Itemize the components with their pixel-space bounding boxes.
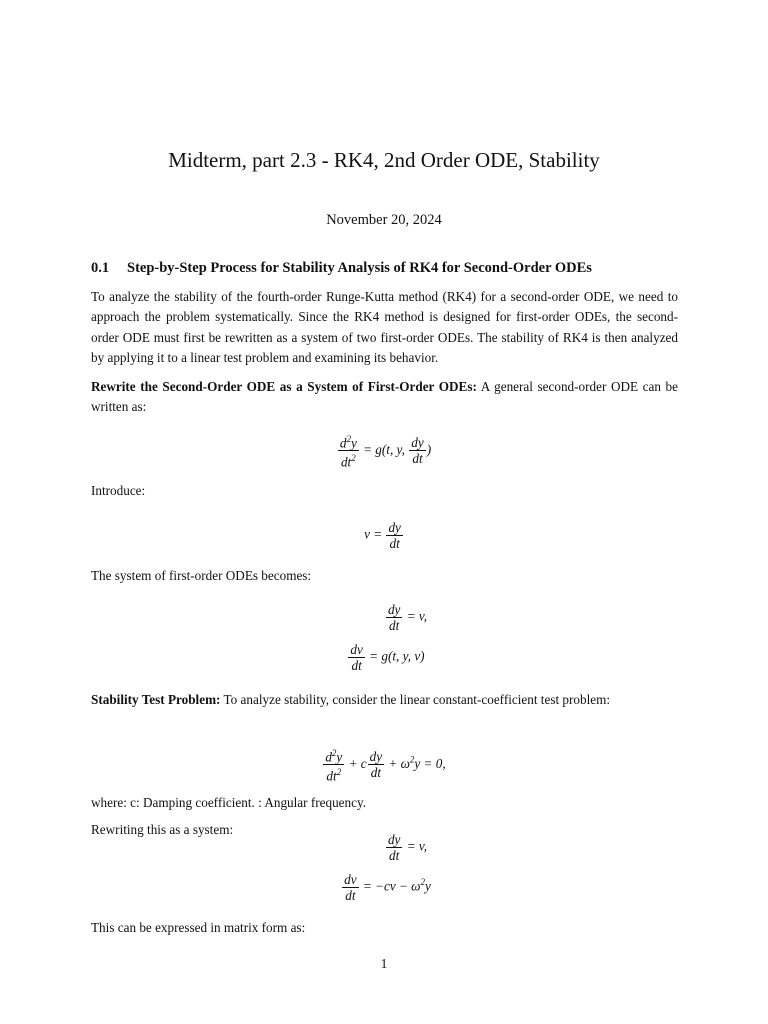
fraction-d2y-dt2: $\frac{d^2y}{dt^2}$ (339, 434, 357, 470)
intro-paragraph: To analyze the stability of the fourth-order Runge-Kutta method (RK4) for a second-order ODE, we need to approach the problem systematically. Since the RK4 method is designed for first-order ODEs, the second-order ODE must first be rewritten as a system of two first-order ODEs. The stability of RK4 is then analyzed by applying it to a linear test problem and examining its behavior. (91, 289, 678, 365)
section-title-text: Step-by-Step Process for Stability Analysis of RK4 for Second-Order ODEs (127, 260, 592, 276)
section-number: 0.1 (91, 260, 110, 276)
equation-general-ode: $\frac{d^2y}{dt^2}$ = g(t, y, $\frac{dy}{dt}$ ) (339, 434, 432, 470)
fraction-dv-dt: $\frac{dv}{dt}$ (344, 872, 357, 903)
document-title: Midterm, part 2.3 - RK4, 2nd Order ODE, Stability (168, 148, 600, 172)
fraction-dy-dt: $\frac{dy}{dt}$ (388, 520, 401, 551)
stability-heading: Stability Test Problem: (91, 692, 221, 707)
rewrite-heading: Rewrite the Second-Order ODE as a System of First-Order ODEs: (91, 379, 477, 394)
rewrite-text: A general second-order ODE can be written as: (91, 379, 678, 415)
page-number: 1 (380, 956, 388, 971)
stability-text: To analyze stability, consider the linear constant-coefficient test problem: (223, 692, 611, 707)
document-date: November 20, 2024 (326, 212, 442, 228)
equation-system-2: $\frac{dv}{dt}$ = g(t, y, v) (350, 642, 425, 673)
equation-test-problem: $\frac{d^2y}{dt^2}$ + c $\frac{dy}{dt}$ + $\omega^2y = 0$, (325, 748, 446, 784)
stability-paragraph (91, 690, 678, 710)
equation-v-definition: v = $\frac{dy}{dt}$ (364, 520, 401, 551)
fraction-dy-dt: $\frac{dy}{dt}$ (369, 749, 383, 781)
fraction-dy-dt: $\frac{dy}{dt}$ (387, 602, 401, 633)
matrix-label: This can be expressed in matrix form as: (91, 920, 306, 935)
fraction-dy-dt: $\frac{dy}{dt}$ (387, 832, 401, 863)
equation-rewrite-2: $\frac{dv}{dt}$ = $-cv - \omega^2y$ (344, 872, 431, 903)
where-text: where: c: Damping coefficient. : Angular frequency. (91, 795, 366, 810)
fraction-dy-dt: $\frac{dy}{dt}$ (411, 435, 424, 467)
system-label: The system of first-order ODEs becomes: (91, 568, 312, 583)
rewriting-label: Rewriting this as a system: (91, 822, 234, 837)
rewrite-paragraph (91, 377, 678, 418)
equation-rewrite-1: $\frac{dy}{dt}$ = v, (387, 832, 428, 863)
fraction-d2y-dt2: $\frac{d^2y}{dt^2}$ (325, 748, 343, 784)
introduce-label: Introduce: (91, 483, 146, 498)
equation-system-1: $\frac{dy}{dt}$ = v, (387, 602, 428, 633)
fraction-dv-dt: $\frac{dv}{dt}$ (350, 642, 363, 673)
section-heading (91, 260, 691, 277)
